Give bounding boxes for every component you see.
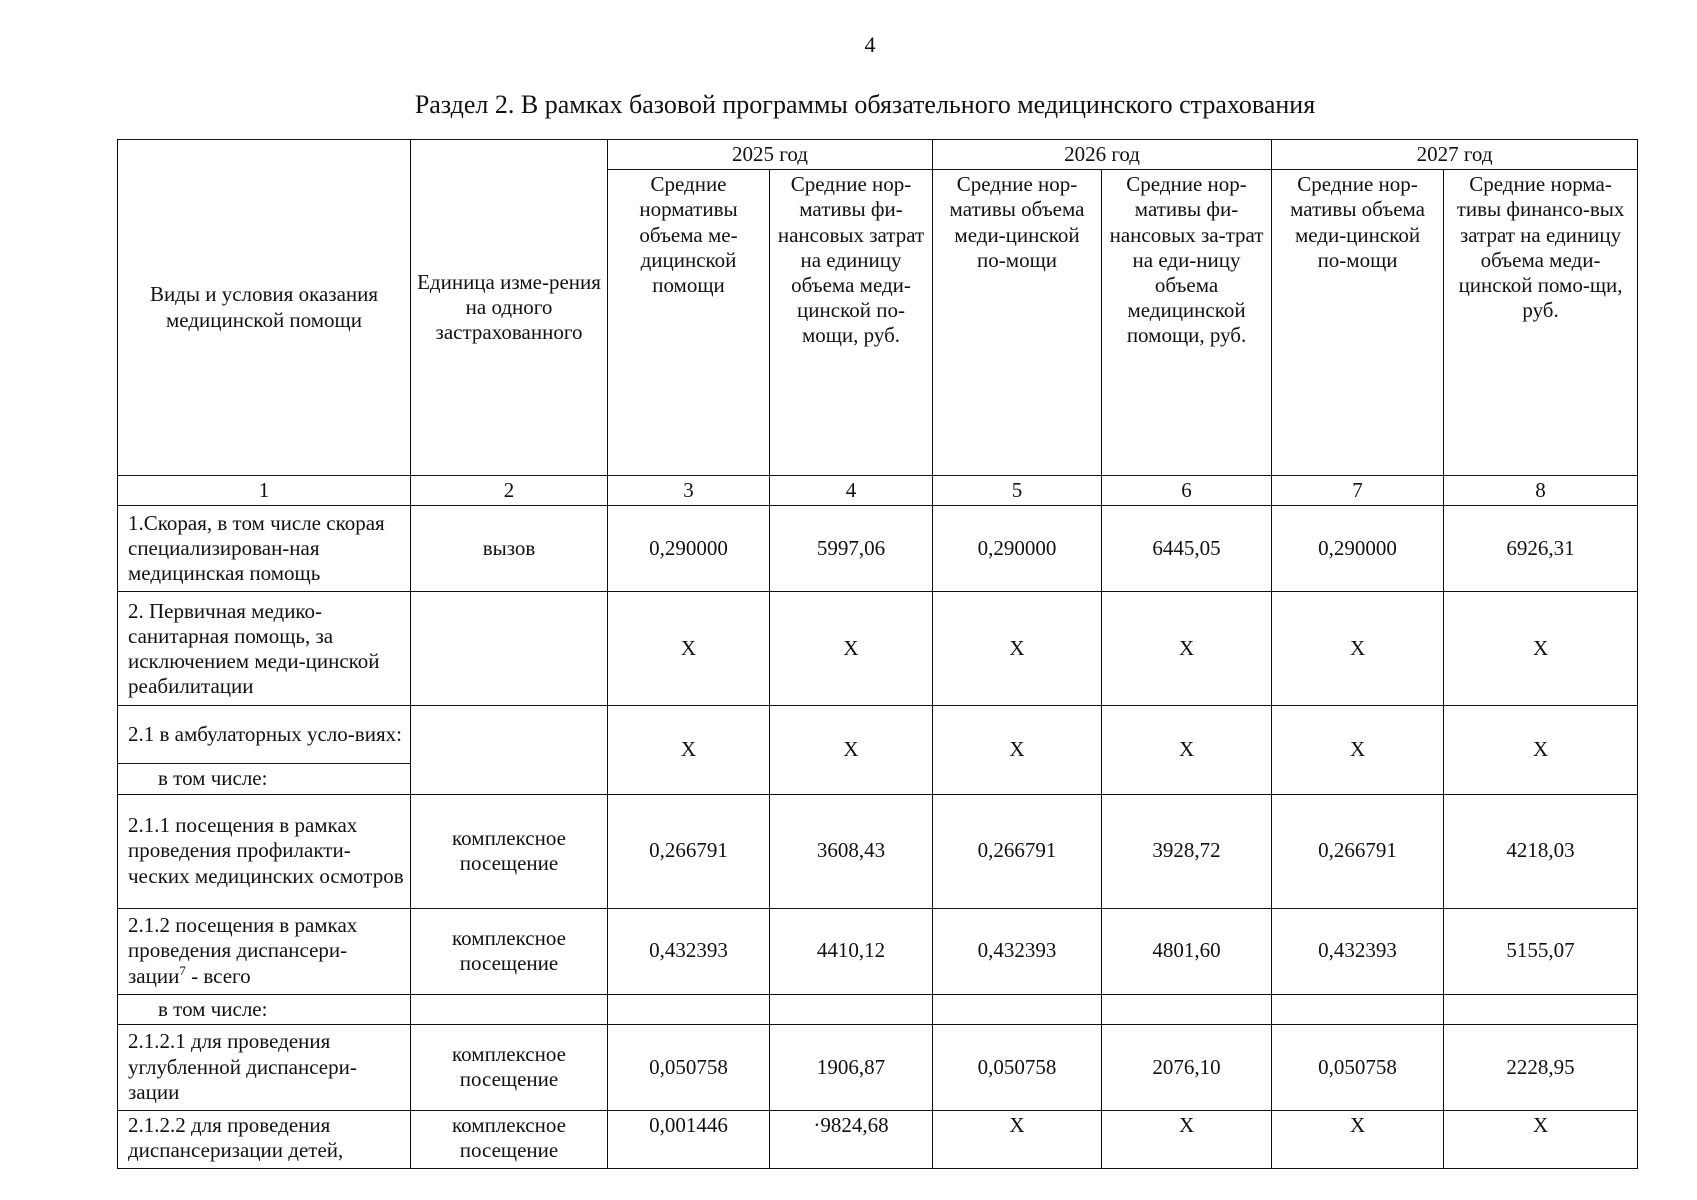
cell-cost-2026: X — [1102, 1110, 1272, 1168]
cell-cost-2025: ·9824,68 — [770, 1110, 933, 1168]
row-label: 2.1.2.1 для проведения углубленной диспансери-зации — [118, 1024, 411, 1110]
cell-cost-2025: X — [770, 592, 933, 706]
cell-volume-2025: 0,432393 — [608, 908, 770, 994]
row-label-main: 2.1.2 посещения в рамках проведения диспансери-зации — [128, 912, 358, 989]
row-unit: комплексное посещение — [411, 1110, 608, 1168]
cell-volume-2025: 0,001446 — [608, 1110, 770, 1168]
cell-volume-2026: X — [933, 1110, 1102, 1168]
cell-volume-2025: 0,050758 — [608, 1024, 770, 1110]
cell-volume-2026: 0,266791 — [933, 794, 1102, 908]
row-unit: комплексное посещение — [411, 908, 608, 994]
row-label: 2. Первичная медико-санитарная помощь, за исключением меди-цинской реабилитации — [118, 592, 411, 706]
row-unit: вызов — [411, 506, 608, 592]
row-label: 2.1.1 посещения в рамках проведения профилакти-ческих медицинских осмотров — [118, 794, 411, 908]
row-sublabel: в том числе: — [118, 994, 411, 1024]
row-label-tail: - всего — [185, 964, 251, 989]
row-label: 2.1.2.2 для проведения диспансеризации детей, — [118, 1110, 411, 1168]
row-label: 1.Скорая, в том числе скорая специализирован-ная медицинская помощь — [118, 506, 411, 592]
cell-cost-2026: X — [1102, 706, 1272, 794]
page-number: 4 — [864, 32, 876, 57]
header-unit: Единица изме-рения на одного застрахованного — [411, 140, 608, 476]
header-2026-cost: Средние нор-мативы фи-нансовых за-трат на еди-ницу объема медицинской помощи, руб. — [1102, 170, 1272, 476]
header-2025-cost: Средние нор-мативы фи-нансовых затрат на единицу объема меди-цинской по-мощи, руб. — [770, 170, 933, 476]
empty-cell — [411, 994, 608, 1024]
column-number: 6 — [1102, 476, 1272, 506]
cell-volume-2026: X — [933, 592, 1102, 706]
empty-cell — [1272, 994, 1444, 1024]
cell-volume-2025: X — [608, 706, 770, 794]
row-unit: комплексное посещение — [411, 1024, 608, 1110]
header-year-2027: 2027 год — [1272, 140, 1638, 170]
header-year-2026: 2026 год — [933, 140, 1272, 170]
cell-cost-2025: 5997,06 — [770, 506, 933, 592]
cell-volume-2025: X — [608, 592, 770, 706]
cell-volume-2025: 0,290000 — [608, 506, 770, 592]
cell-volume-2027: X — [1272, 706, 1444, 794]
table-row — [118, 592, 1638, 706]
column-number: 2 — [411, 476, 608, 506]
row-unit — [411, 592, 608, 706]
cell-cost-2026: 6445,05 — [1102, 506, 1272, 592]
column-number: 7 — [1272, 476, 1444, 506]
cell-volume-2026: 0,050758 — [933, 1024, 1102, 1110]
cell-volume-2026: 0,432393 — [933, 908, 1102, 994]
cell-cost-2025: 4410,12 — [770, 908, 933, 994]
cell-cost-2027: 4218,03 — [1444, 794, 1638, 908]
cell-cost-2027: X — [1444, 706, 1638, 794]
cell-cost-2027: 5155,07 — [1444, 908, 1638, 994]
table-row — [118, 908, 1638, 994]
cell-volume-2027: 0,432393 — [1272, 908, 1444, 994]
empty-cell — [1102, 994, 1272, 1024]
table-row — [118, 794, 1638, 908]
header-2026-volume: Средние нор-мативы объема меди-цинской по-мощи — [933, 170, 1102, 476]
section-title: Раздел 2. В рамках базовой программы обязательного медицинского страхования — [414, 90, 1316, 119]
cell-volume-2027: 0,290000 — [1272, 506, 1444, 592]
header-year-2025: 2025 год — [608, 140, 933, 170]
row-unit: комплексное посещение — [411, 794, 608, 908]
table-row — [118, 706, 1638, 764]
column-number: 3 — [608, 476, 770, 506]
empty-cell — [770, 994, 933, 1024]
cell-cost-2025: X — [770, 706, 933, 794]
header-2025-volume: Средние нормативы объема ме-дицинской помощи — [608, 170, 770, 476]
table-row — [118, 1024, 1638, 1110]
cell-cost-2025: 3608,43 — [770, 794, 933, 908]
cell-volume-2027: 0,266791 — [1272, 794, 1444, 908]
cell-cost-2026: 2076,10 — [1102, 1024, 1272, 1110]
table-row-sub — [118, 994, 1638, 1024]
cell-cost-2026: 3928,72 — [1102, 794, 1272, 908]
row-label: 2.1 в амбулаторных усло-виях: — [118, 706, 411, 764]
cell-cost-2027: 2228,95 — [1444, 1024, 1638, 1110]
cell-volume-2027: 0,050758 — [1272, 1024, 1444, 1110]
header-2027-volume: Средние нор-мативы объема меди-цинской по-мощи — [1272, 170, 1444, 476]
cell-volume-2025: 0,266791 — [608, 794, 770, 908]
header-years-row — [118, 140, 1638, 170]
cell-cost-2025: 1906,87 — [770, 1024, 933, 1110]
cell-cost-2027: X — [1444, 592, 1638, 706]
empty-cell — [933, 994, 1102, 1024]
cell-cost-2026: 4801,60 — [1102, 908, 1272, 994]
footnote-mark: 7 — [179, 963, 186, 979]
column-number: 5 — [933, 476, 1102, 506]
cell-volume-2027: X — [1272, 1110, 1444, 1168]
column-numbers-row — [118, 476, 1638, 506]
cell-volume-2026: 0,290000 — [933, 506, 1102, 592]
cell-cost-2026: X — [1102, 592, 1272, 706]
cell-volume-2027: X — [1272, 592, 1444, 706]
header-2027-cost: Средние норма-тивы финансо-вых затрат на единицу объема меди-цинской помо-щи, руб. — [1444, 170, 1638, 476]
row-label — [118, 908, 411, 994]
empty-cell — [608, 994, 770, 1024]
column-number: 4 — [770, 476, 933, 506]
norms-table — [117, 139, 1638, 1169]
cell-cost-2027: X — [1444, 1110, 1638, 1168]
cell-volume-2026: X — [933, 706, 1102, 794]
header-kind: Виды и условия оказания медицинской помощи — [118, 140, 411, 476]
table-row — [118, 1110, 1638, 1168]
row-unit — [411, 706, 608, 794]
table-row — [118, 506, 1638, 592]
column-number: 8 — [1444, 476, 1638, 506]
empty-cell — [1444, 994, 1638, 1024]
cell-cost-2027: 6926,31 — [1444, 506, 1638, 592]
row-sublabel: в том числе: — [118, 764, 411, 794]
column-number: 1 — [118, 476, 411, 506]
